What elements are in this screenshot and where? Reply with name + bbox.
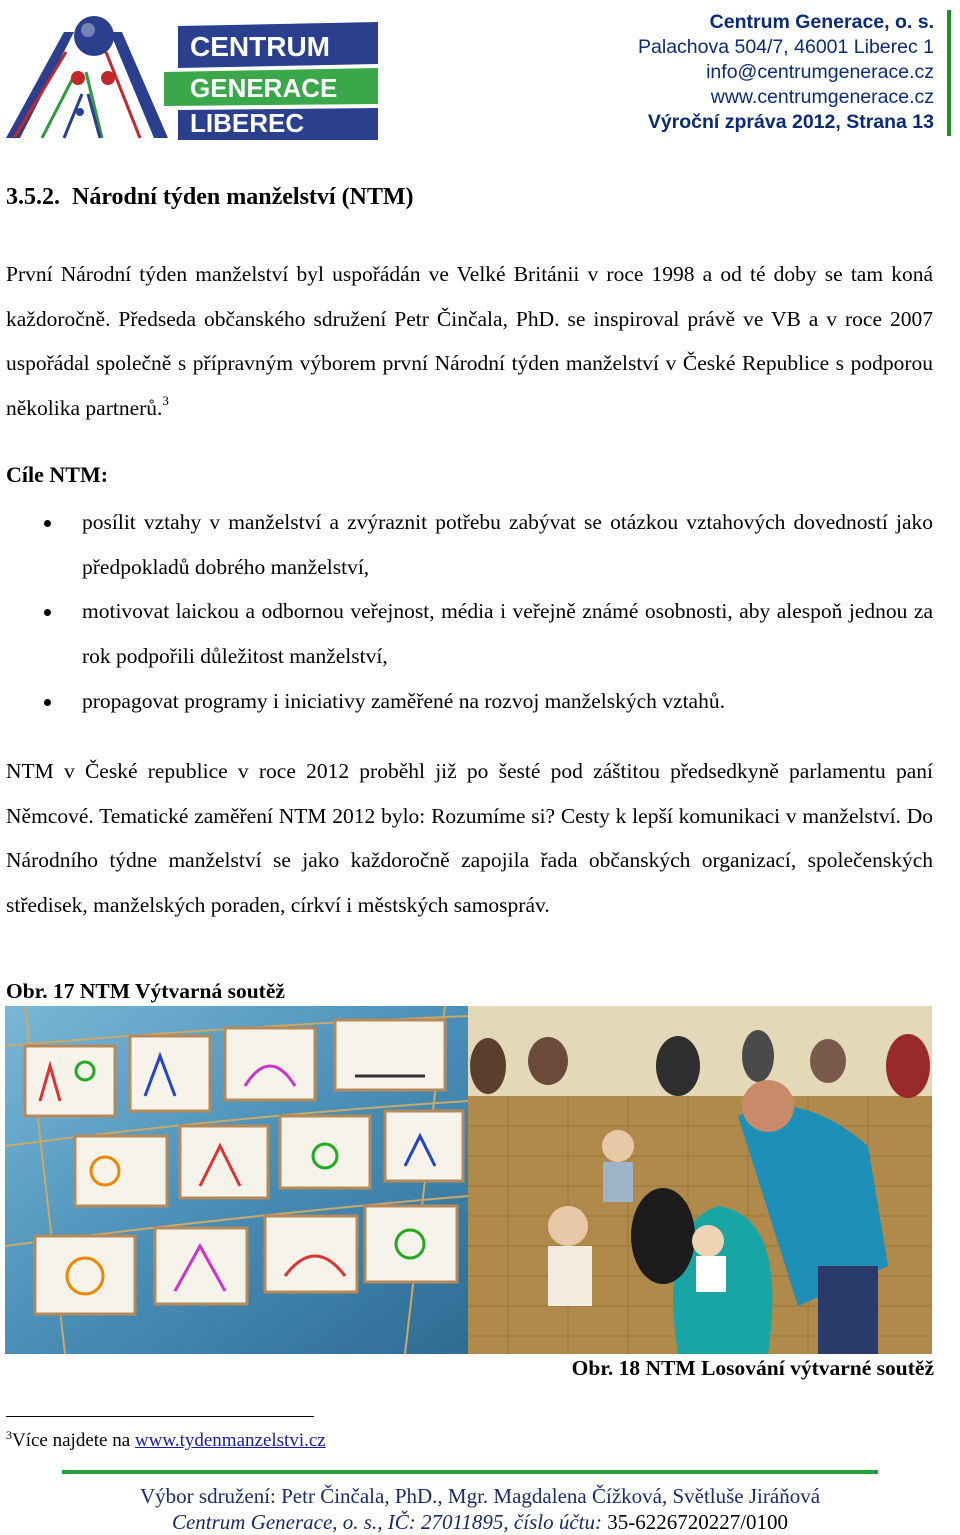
figure-18-caption: Obr. 18 NTM Losování výtvarné soutěž [571,1356,934,1380]
goals-title: Cíle NTM: [6,462,109,487]
footer-committee: Výbor sdružení: Petr Činčala, PhD., Mgr. Magdalena Čížková, Světluše Jiráňová [139,1484,821,1508]
footnote-text: Více najdete na [12,1430,135,1451]
footnote-separator [6,1416,314,1417]
footer-divider [62,1470,878,1474]
photo-drawings-exhibition [5,1006,468,1354]
header-contact [638,10,934,135]
footnote-number: 3 [6,1428,12,1442]
org-website[interactable]: www.centrumgenerace.cz [710,86,934,108]
centrum-generace-logo [2,12,382,140]
footnote-link[interactable]: www.tydenmanzelstvi.cz [134,1430,326,1451]
section-title: Národní týden manželství (NTM) [72,184,414,210]
logo-word-1: CENTRUM [190,31,330,62]
list-item [6,589,933,678]
org-email[interactable]: info@centrumgenerace.cz [706,61,934,83]
intro-text: První Národní týden manželství byl uspořádán ve Velké Británii v roce 1998 a od té doby se tam koná každoročně. Předseda občanského sdružení Petr Činčala, PhD. se inspiroval právě ve VB a v roce 2007 uspořádal společně s přípravným výborem první Národní týden manželství v České Republice s podporou několika partnerů. [6,262,933,421]
org-address: Palachova 504/7, 46001 Liberec 1 [638,36,934,58]
bullet-icon [44,520,51,527]
footnote-ref[interactable]: 3 [162,393,169,409]
logo-word-2: GENERACE [190,73,338,103]
section-heading [6,184,414,211]
report-page: Výroční zpráva 2012, Strana 13 [647,111,934,133]
footer-account: 35-6226720227/0100 [607,1510,789,1534]
second-paragraph: NTM v České republice v roce 2012 proběhl již po šesté pod záštitou předsedkyně parlamentu paní Němcové. Tematické zaměření NTM 2012 bylo: Rozumíme si? Cesty k lepší komunikaci v manželství. Do Národního týdne manželství se jako každoročně zapojila řada občanských organizací, společenských středisek, manželských poraden, církví i městských samospráv. [6,759,933,918]
photo-lottery-event [468,1006,932,1354]
footer-org-info [0,1510,960,1535]
bullet-icon [44,699,51,706]
bullet-icon [44,609,51,616]
footnote [6,1430,326,1452]
list-item [6,679,933,724]
goal-text: propagovat programy i iniciativy zaměřené na rozvoj manželských vztahů. [82,688,725,713]
figure-17-caption: Obr. 17 NTM Výtvarná soutěž [6,979,285,1003]
section-number: 3.5.2. [6,184,60,210]
goal-text: motivovat laickou a odbornou veřejnost, média i veřejně známé osobnosti, aby alespoň jednou za rok podpořili důležitost manželství, [82,599,933,669]
goals-list [6,500,933,724]
goal-text: posílit vztahy v manželství a zvýraznit potřebu zabývat se otázkou vztahových dovedností jako předpokladů dobrého manželství, [82,510,933,579]
org-name: Centrum Generace, o. s. [709,11,934,33]
header-divider [947,10,951,136]
footer-org-text: Centrum Generace, o. s., IČ: 27011895, číslo účtu: [171,1510,608,1534]
list-item [6,500,933,589]
logo-word-3: LIBEREC [190,108,305,138]
intro-paragraph [6,252,933,431]
